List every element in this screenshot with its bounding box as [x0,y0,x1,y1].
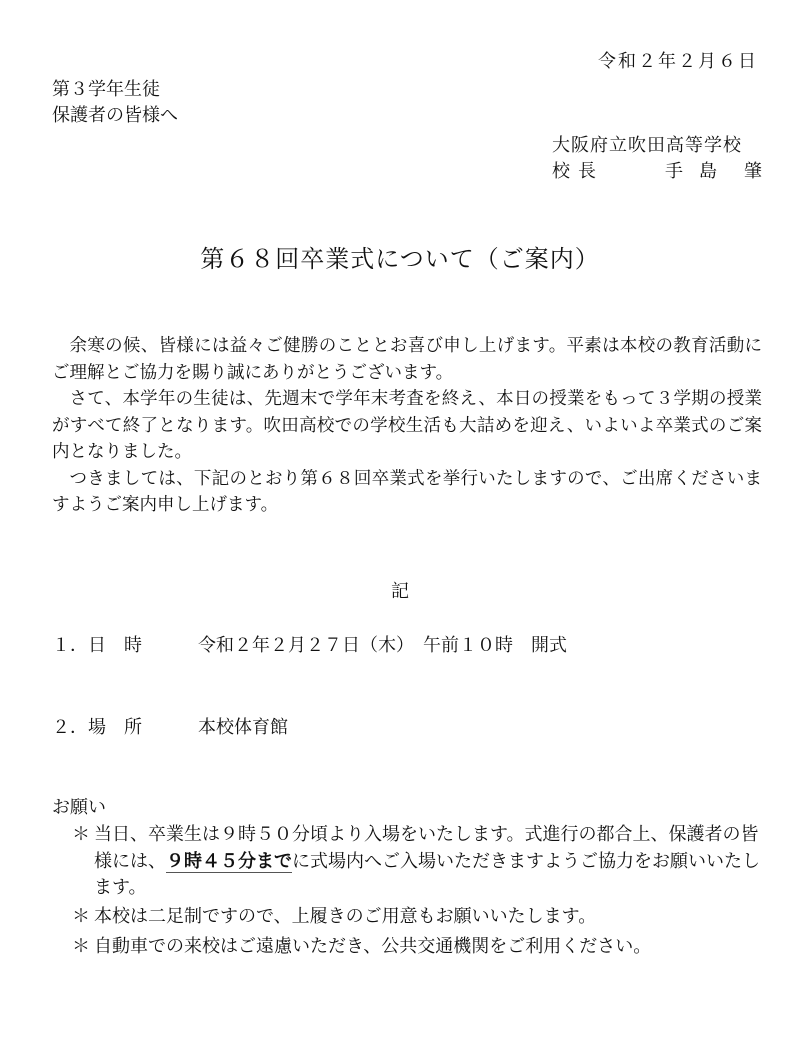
note-1-text-end: に式場内へご入場いただきますようご協力をお願いいたします。 [94,850,760,898]
body-paragraph-1: 余寒の候、皆様には益々ご健勝のこととお喜び申し上げます。平素は本校の教育活動にご理解とご協力を賜り誠にありがとうございます。 [52,336,762,383]
asterisk-icon: ＊ [72,936,90,957]
principal-family-name: 手島 [665,161,733,182]
asterisk-icon: ＊ [72,906,90,927]
note-1-emphasis: ９時４５分まで [166,850,292,872]
principal-title: 校長 [552,161,604,182]
note-3-text: 自動車での来校はご遠慮いただき、公共交通機関をご利用ください。 [94,936,652,957]
notes-title: お願い [52,797,106,818]
recipient-line-2: 保護者の皆様へ [52,105,178,126]
detail-date-value: 令和２年２月２７日（木） 午前１０時 開式 [198,635,567,656]
asterisk-icon: ＊ [72,824,90,845]
note-item-2 [72,904,762,931]
note-item-3 [72,934,762,961]
ki-heading: 記 [391,581,409,602]
body-paragraph-2: さて、本学年の生徒は、先週末で学年末考査を終え、本日の授業をもって３学期の授業がすべて終了となります。吹田高校での学校生活も大詰めを迎え、いよいよ卒業式のご案内となりました。 [52,389,762,462]
detail-place-row [52,716,288,740]
school-name: 大阪府立吹田高等学校 [552,135,742,156]
principal-given-name: 肇 [744,161,762,182]
detail-place-label: ２．場 所 [52,717,142,738]
note-1-text: 当日、卒業生は９時５０分頃より入場をいたします。式進行の都合上、保護者の皆様には、 [94,824,759,872]
detail-date-label: １．日 時 [52,635,142,656]
document-title: 第６８回卒業式について（ご案内） [200,245,600,273]
principal-signature [552,160,762,184]
body-text [52,333,762,519]
letter-date: 令和２年２月６日 [598,51,758,72]
detail-place-value: 本校体育館 [198,717,288,738]
recipient-line-1: 第３学年生徒 [52,79,160,100]
body-paragraph-3: つきましては、下記のとおり第６８回卒業式を挙行いたしますので、ご出席くださいますようご案内申し上げます。 [52,468,762,515]
detail-date-row [52,634,567,658]
note-item-1 [72,822,762,902]
note-2-text: 本校は二足制ですので、上履きのご用意もお願いいたします。 [94,906,597,927]
